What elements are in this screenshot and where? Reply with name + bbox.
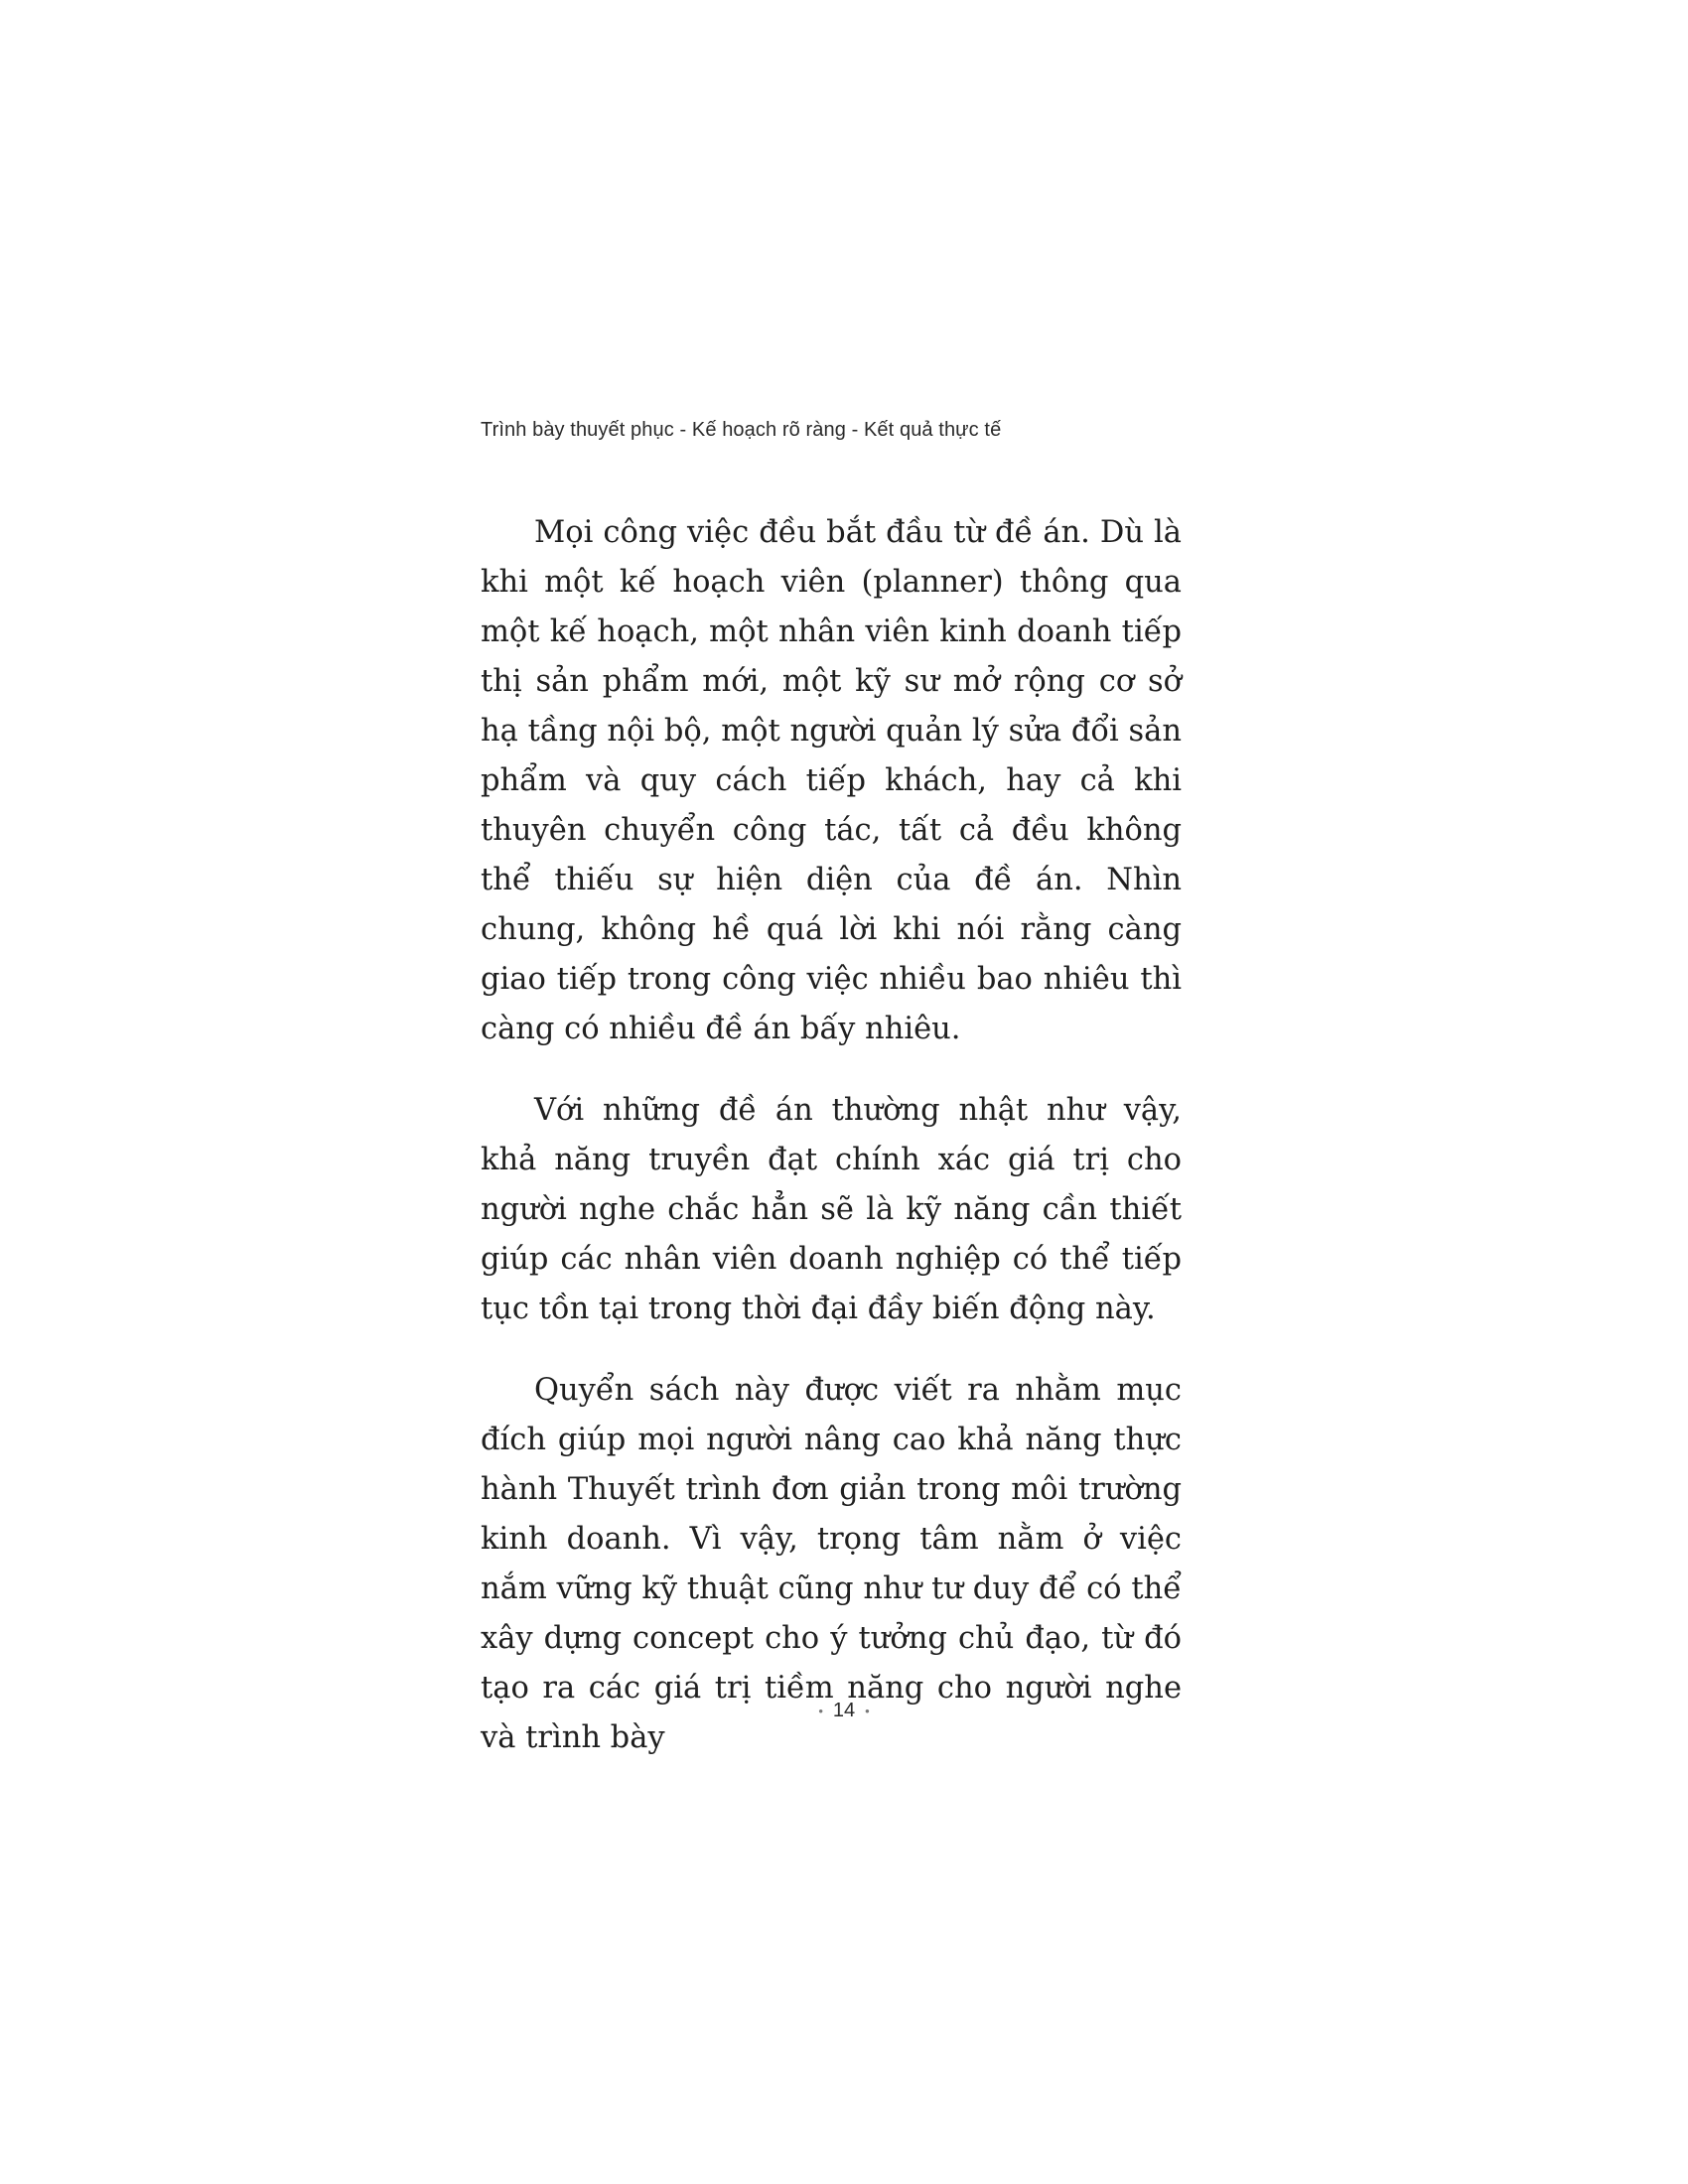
- paragraph-1: Mọi công việc đều bắt đầu từ đề án. Dù là khi một kế hoạch viên (planner) thông qua một kế hoạch, một nhân viên kinh doanh tiếp thị sản phẩm mới, một kỹ sư mở rộng cơ sở hạ tầng nội bộ, một người quản lý sửa đổi sản phẩm và quy cách tiếp khách, hay cả khi thuyên chuyển công tác, tất cả đều không thể thiếu sự hiện diện của đề án. Nhìn chung, không hề quá lời khi nói rằng càng giao tiếp trong công việc nhiều bao nhiêu thì càng có nhiều đề án bấy nhiêu.: [481, 515, 1182, 1046]
- ornament-left-icon: •: [818, 1704, 823, 1719]
- paragraph-2: Với những đề án thường nhật như vậy, khả năng truyền đạt chính xác giá trị cho người nghe chắc hẳn sẽ là kỹ năng cần thiết giúp các nhân viên doanh nghiệp có thể tiếp tục tồn tại trong thời đại đầy biến động này.: [481, 1093, 1182, 1326]
- page-number: 14: [832, 1700, 856, 1721]
- ornament-right-icon: •: [865, 1704, 870, 1719]
- paragraph-3: Quyển sách này được viết ra nhằm mục đích giúp mọi người nâng cao khả năng thực hành Thuyết trình đơn giản trong môi trường kinh doanh. Vì vậy, trọng tâm nằm ở việc nắm vững kỹ thuật cũng như tư duy để có thể xây dựng concept cho ý tưởng chủ đạo, từ đó tạo ra các giá trị tiềm năng cho người nghe và trình bày: [481, 1373, 1182, 1755]
- body-text: [481, 508, 1182, 1795]
- page-footer: [0, 1700, 1688, 1722]
- running-header: Trình bày thuyết phục - Kế hoạch rõ ràng - Kết quả thực tế: [481, 419, 1002, 441]
